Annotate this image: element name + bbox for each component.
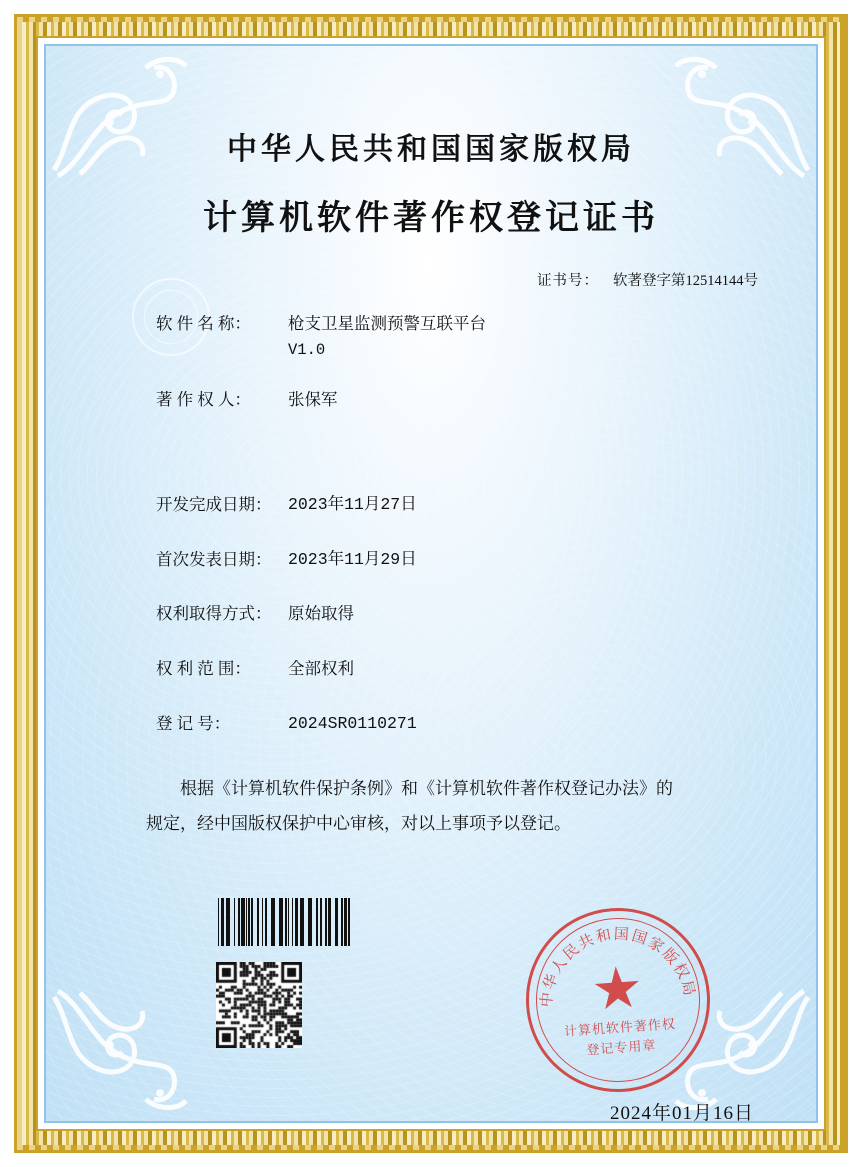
field-label: 权利取得方式： [156, 604, 272, 624]
seal-text-line-2: 登记专用章 [585, 1037, 657, 1058]
field-value: 张保军 [288, 390, 338, 409]
certificate-number-value: 软著登字第12514144号 [613, 273, 758, 289]
seal-text-line-1: 计算机软件著作权 [563, 1016, 677, 1039]
field-value: 2023年11月29日 [288, 549, 417, 569]
field-label: 登 记 号： [156, 713, 231, 733]
svg-text:中华人民共和国国家版权局: 中华人民共和国国家版权局 [538, 926, 698, 1009]
field-list [98, 312, 764, 737]
field-copyright-owner [156, 388, 764, 413]
field-software-name [156, 312, 764, 362]
legal-statement [98, 771, 764, 842]
seal-arc-text [523, 905, 713, 1095]
field-label: 权 利 范 围： [156, 659, 251, 678]
official-seal [520, 902, 716, 1098]
field-rights-scope [156, 657, 764, 682]
statement-line-1: 根据《计算机软件保护条例》和《计算机软件著作权登记办法》的 [180, 778, 673, 798]
paper-area [44, 44, 818, 1123]
field-value: 原始取得 [288, 604, 354, 624]
certificate-number-label: 证书号： [537, 273, 599, 289]
field-first-publication-date [156, 548, 764, 573]
field-rights-acquisition [156, 602, 764, 627]
field-label: 著 作 权 人： [156, 390, 251, 409]
field-label: 首次发表日期： [156, 549, 272, 569]
barcode [218, 898, 350, 946]
field-value: 2024SR0110271 [288, 713, 417, 733]
document-title: 计算机软件著作权登记证书 [203, 200, 659, 237]
field-label: 软 件 名 称： [156, 314, 251, 333]
field-value: 全部权利 [288, 659, 354, 678]
field-value: 2023年11月27日 [288, 494, 417, 514]
field-development-date [156, 493, 764, 518]
certificate-number [98, 269, 764, 290]
field-value-secondary: V1.0 [288, 340, 326, 359]
field-registration-number [156, 712, 764, 737]
issue-date: 2024年01月16日 [609, 1103, 754, 1123]
field-label: 开发完成日期： [156, 494, 272, 514]
qr-code [216, 962, 302, 1048]
statement-line-2: 规定，经中国版权保护中心审核，对以上事项予以登记。 [146, 814, 571, 834]
issuer-title: 中华人民共和国国家版权局 [227, 133, 635, 166]
field-value: 枪支卫星监测预警互联平台 [288, 314, 486, 333]
